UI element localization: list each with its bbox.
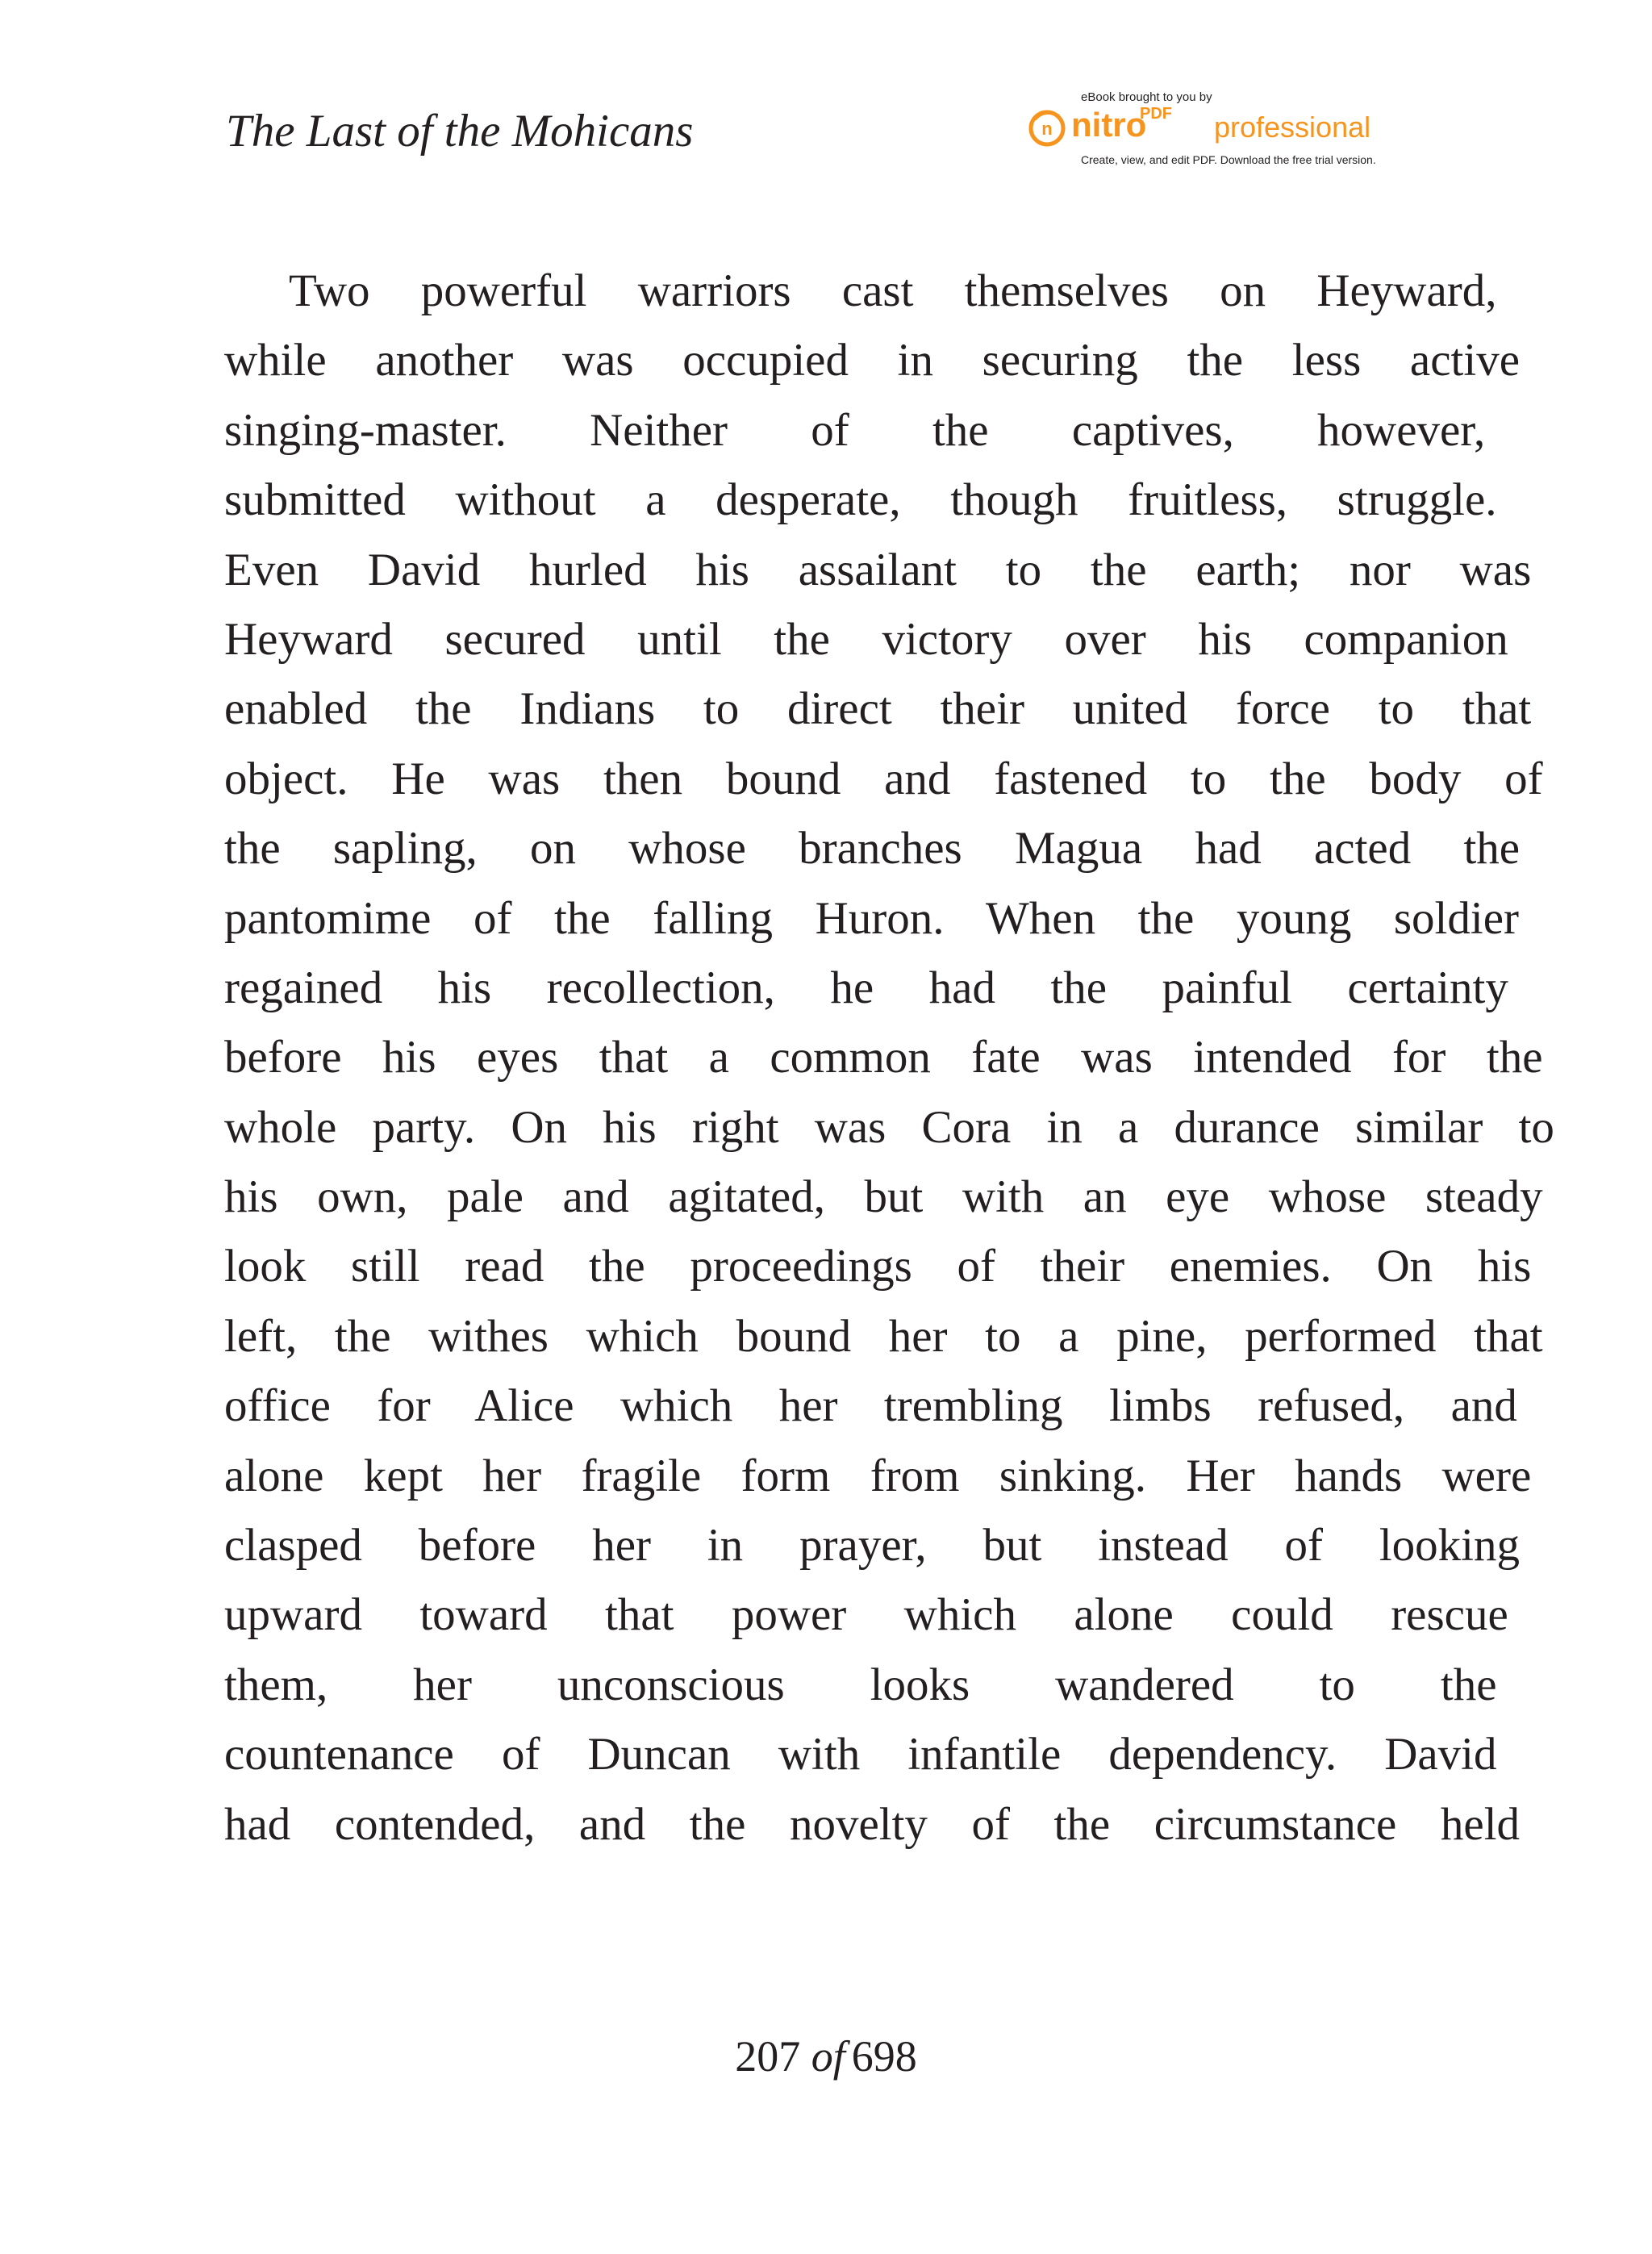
text-line: clasped before her in prayer, but instead of looking bbox=[224, 1520, 1520, 1572]
text-line: Two powerful warriors cast themselves on Heyward, bbox=[289, 265, 1497, 316]
nitro-logo-icon bbox=[1028, 110, 1066, 147]
page-number bbox=[0, 2031, 1652, 2081]
body-text bbox=[224, 257, 1554, 1860]
text-line: his own, pale and agitated, but with an eye whose steady bbox=[224, 1171, 1543, 1223]
text-line: Heyward secured until the victory over his companion bbox=[224, 613, 1508, 665]
page-current: 207 bbox=[735, 2032, 801, 2081]
text-line: alone kept her fragile form from sinking. Her hands were bbox=[224, 1450, 1532, 1501]
text-line: submitted without a desperate, though fruitless, struggle. bbox=[224, 474, 1497, 526]
text-line: countenance of Duncan with infantile dependency. David bbox=[224, 1729, 1497, 1780]
page-of: of bbox=[811, 2032, 845, 2081]
text-line: while another was occupied in securing the less active bbox=[224, 335, 1520, 386]
text-line: the sapling, on whose branches Magua had acted the bbox=[224, 823, 1521, 874]
text-line: singing-master. Neither of the captives, however, bbox=[224, 404, 1486, 456]
text-line: left, the withes which bound her to a pine, performed that bbox=[224, 1310, 1543, 1362]
text-line: office for Alice which her trembling limbs refused, and bbox=[224, 1380, 1517, 1432]
text-line: whole party. On his right was Cora in a durance similar to bbox=[224, 1101, 1554, 1153]
running-title: The Last of the Mohicans bbox=[226, 106, 694, 157]
text-line: look still read the proceedings of their enemies. On his bbox=[224, 1241, 1532, 1292]
ad-brand: nitro bbox=[1071, 106, 1147, 144]
text-line: enabled the Indians to direct their united force to that bbox=[224, 683, 1532, 735]
text-line: before his eyes that a common fate was intended for the bbox=[224, 1032, 1543, 1083]
ad-brand-sup: PDF bbox=[1140, 105, 1172, 123]
text-line: had contended, and the novelty of the circumstance held bbox=[224, 1798, 1521, 1850]
text-line: object. He was then bound and fastened to the body of bbox=[224, 753, 1543, 804]
ad-tagline: eBook brought to you by bbox=[1081, 90, 1212, 104]
text-line: regained his recollection, he had the painful certainty bbox=[224, 962, 1508, 1013]
text-line: them, her unconscious looks wandered to the bbox=[224, 1659, 1497, 1710]
text-line: Even David hurled his assailant to the earth; nor was bbox=[224, 544, 1532, 595]
text-line: upward toward that power which alone could rescue bbox=[224, 1589, 1508, 1641]
page-total: 698 bbox=[851, 2032, 917, 2081]
text-line: pantomime of the falling Huron. When the young soldier bbox=[224, 892, 1520, 944]
ad-subline: Create, view, and edit PDF. Download the free trial version. bbox=[1081, 153, 1376, 166]
ad-edition: professional bbox=[1214, 111, 1371, 144]
nitro-pdf-ad-banner[interactable] bbox=[1028, 90, 1416, 175]
svg-text:n: n bbox=[1041, 119, 1053, 139]
